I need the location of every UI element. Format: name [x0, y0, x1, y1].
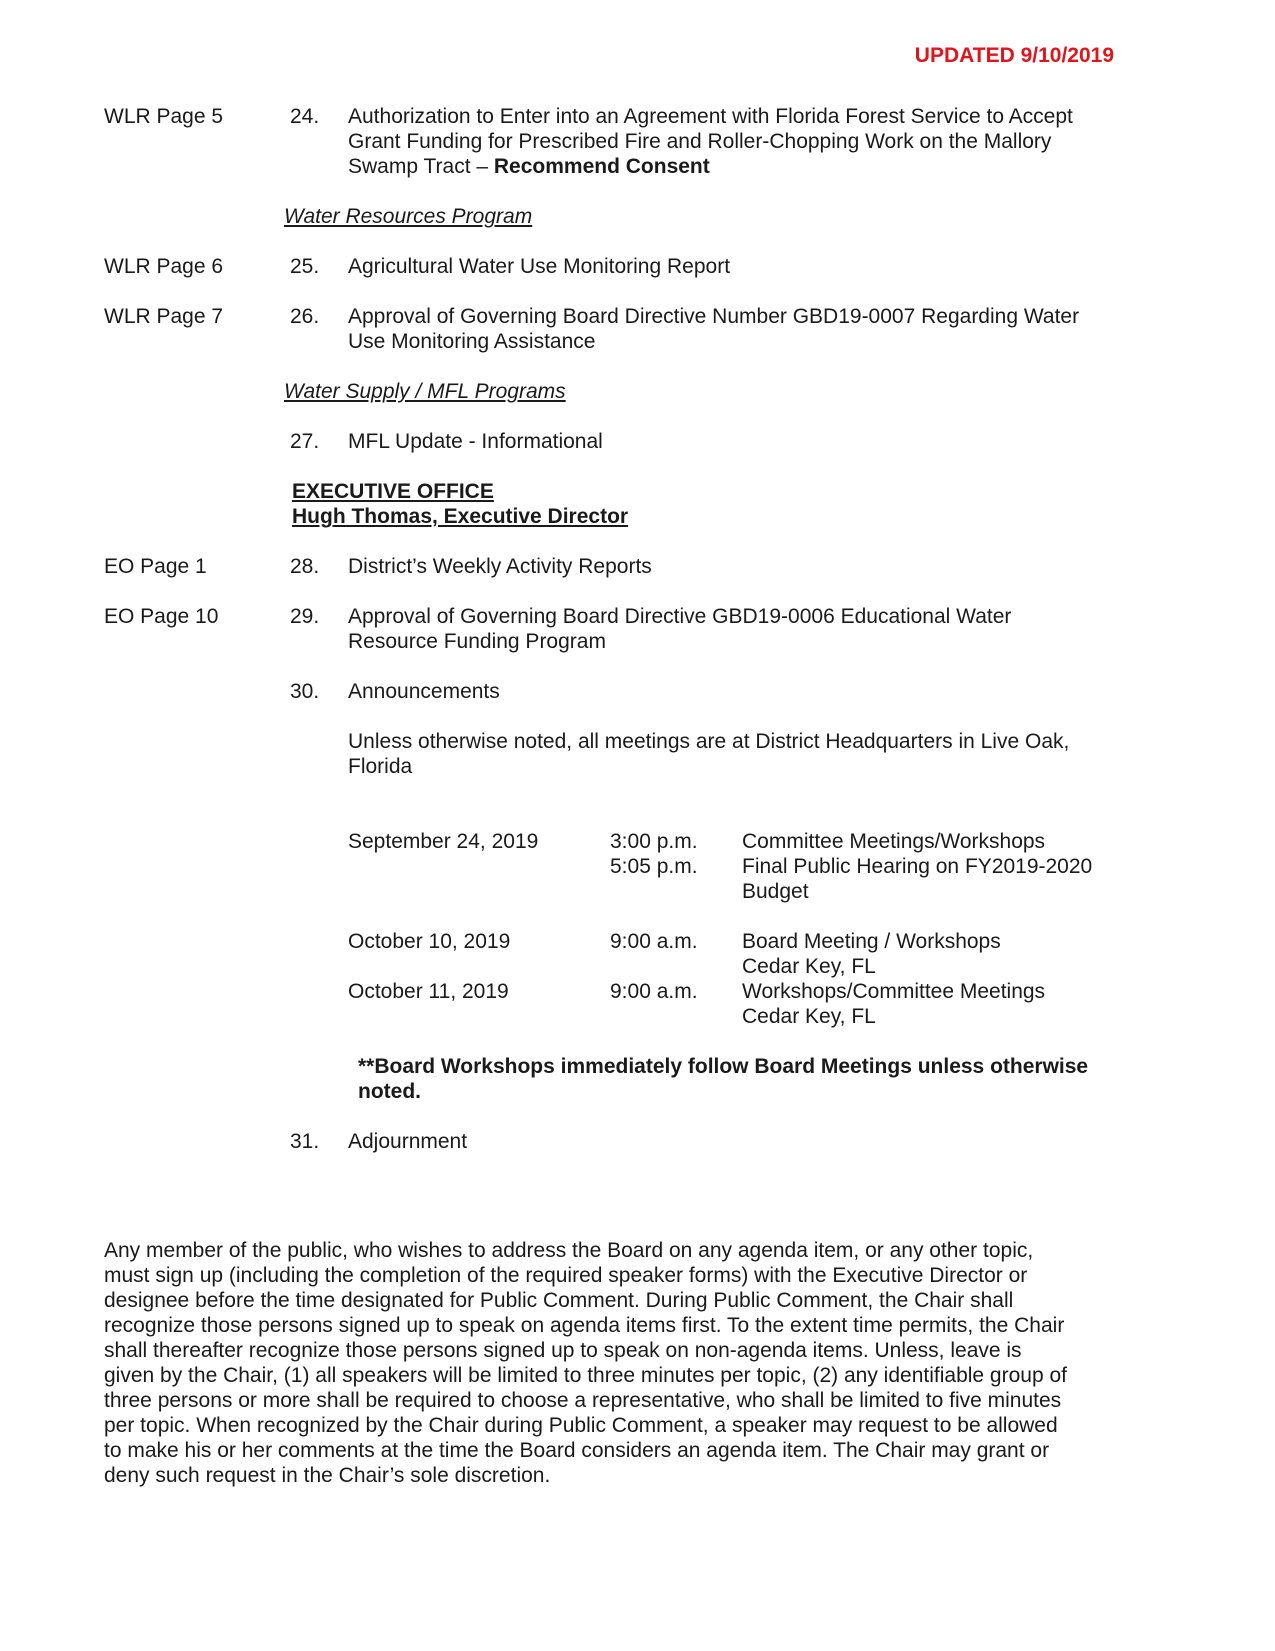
note-line: noted.	[358, 1080, 421, 1103]
notice-line: three persons or more shall be required to choose a representative, who shall be limited to five minutes	[104, 1389, 1062, 1412]
notice-line: recognize those persons signed up to speak on agenda items first. To the extent time permits, the Chair	[104, 1314, 1065, 1337]
notice-line: deny such request in the Chair’s sole discretion.	[104, 1464, 551, 1487]
item-number: 24.	[290, 105, 320, 128]
page-ref: WLR Page 6	[104, 255, 224, 278]
item-number: 27.	[290, 430, 320, 453]
agenda-item-26	[348, 304, 1158, 354]
notice-line: shall thereafter recognize those persons signed up to speak on non-agenda items. Unless, leave is	[104, 1339, 1022, 1362]
item-line: Approval of Governing Board Directive GBD19-0006 Educational Water	[348, 605, 1012, 628]
section-heading: Water Resources Program	[284, 205, 533, 228]
agenda-item-25	[348, 254, 1158, 279]
meeting-date: October 10, 2019	[348, 930, 511, 953]
meeting-date: October 11, 2019	[348, 980, 509, 1003]
recommendation: Recommend Consent	[493, 155, 710, 178]
meeting-time: 5:05 p.m.	[610, 855, 698, 878]
workshop-note	[358, 1054, 1168, 1104]
meeting-event: Final Public Hearing on FY2019-2020	[742, 855, 1093, 878]
meeting-event: Committee Meetings/Workshops	[742, 830, 1046, 853]
item-number: 31.	[290, 1130, 320, 1153]
item-line: Resource Funding Program	[348, 630, 606, 653]
office-heading	[292, 479, 628, 529]
page-ref: EO Page 10	[104, 605, 219, 628]
notice-line: designee before the time designated for Public Comment. During Public Comment, the Chair shall	[104, 1289, 1014, 1312]
notice-line: to make his or her comments at the time the Board considers an agenda item. The Chair may grant or	[104, 1439, 1050, 1462]
item-line: Adjournment	[348, 1130, 468, 1153]
notice-line: per topic. When recognized by the Chair during Public Comment, a speaker may request to be allowed	[104, 1414, 1058, 1437]
note-line: **Board Workshops immediately follow Board Meetings unless otherwise	[358, 1055, 1089, 1078]
agenda-item-27	[348, 429, 1158, 454]
meeting-times	[610, 829, 698, 879]
meeting-events	[742, 929, 1142, 979]
item-number: 28.	[290, 555, 320, 578]
page-ref: EO Page 1	[104, 555, 207, 578]
agenda-item-28	[348, 554, 1158, 579]
updated-date-label: UPDATED 9/10/2019	[914, 44, 1114, 67]
intro-line: Florida	[348, 755, 413, 778]
page-ref: WLR Page 7	[104, 305, 224, 328]
meeting-event: Cedar Key, FL	[742, 1005, 876, 1028]
page-ref: WLR Page 5	[104, 105, 224, 128]
agenda-item-31	[348, 1129, 1158, 1154]
item-line: Authorization to Enter into an Agreement with Florida Forest Service to Accept	[348, 105, 1073, 128]
announcements-intro	[348, 729, 1158, 779]
item-line: Agricultural Water Use Monitoring Report	[348, 255, 731, 278]
intro-line: Unless otherwise noted, all meetings are at District Headquarters in Live Oak,	[348, 730, 1070, 753]
meeting-event: Cedar Key, FL	[742, 955, 876, 978]
meeting-event: Board Meeting / Workshops	[742, 930, 1001, 953]
item-line-text: Swamp Tract –	[348, 155, 494, 178]
item-line: Use Monitoring Assistance	[348, 330, 596, 353]
item-line: Announcements	[348, 680, 500, 703]
meeting-events	[742, 829, 1142, 904]
item-line: District’s Weekly Activity Reports	[348, 555, 652, 578]
office-director: Hugh Thomas, Executive Director	[292, 505, 629, 528]
notice-line: must sign up (including the completion of the required speaker forms) with the Executive Director or	[104, 1264, 1028, 1287]
item-number: 29.	[290, 605, 320, 628]
agenda-item-30	[348, 679, 1158, 704]
item-line: Approval of Governing Board Directive Number GBD19-0007 Regarding Water	[348, 305, 1080, 328]
section-heading: Water Supply / MFL Programs	[284, 380, 566, 403]
agenda-item-29	[348, 604, 1158, 654]
item-number: 25.	[290, 255, 320, 278]
item-line	[348, 154, 1158, 179]
public-comment-notice	[104, 1238, 1176, 1488]
meeting-event: Budget	[742, 880, 809, 903]
notice-line: Any member of the public, who wishes to address the Board on any agenda item, or any other topic,	[104, 1239, 1034, 1262]
notice-line: given by the Chair, (1) all speakers will be limited to three minutes per topic, (2) any identifiable group of	[104, 1364, 1067, 1387]
item-line: Grant Funding for Prescribed Fire and Roller-Chopping Work on the Mallory	[348, 130, 1052, 153]
meeting-time: 9:00 a.m.	[610, 980, 698, 1003]
item-number: 30.	[290, 680, 320, 703]
item-number: 26.	[290, 305, 320, 328]
meeting-time: 3:00 p.m.	[610, 830, 698, 853]
meeting-event: Workshops/Committee Meetings	[742, 980, 1046, 1003]
item-line: MFL Update - Informational	[348, 430, 603, 453]
agenda-item-24	[348, 104, 1158, 179]
meeting-time: 9:00 a.m.	[610, 930, 698, 953]
meeting-events	[742, 979, 1142, 1029]
meeting-date: September 24, 2019	[348, 830, 539, 853]
office-title: EXECUTIVE OFFICE	[292, 480, 494, 503]
